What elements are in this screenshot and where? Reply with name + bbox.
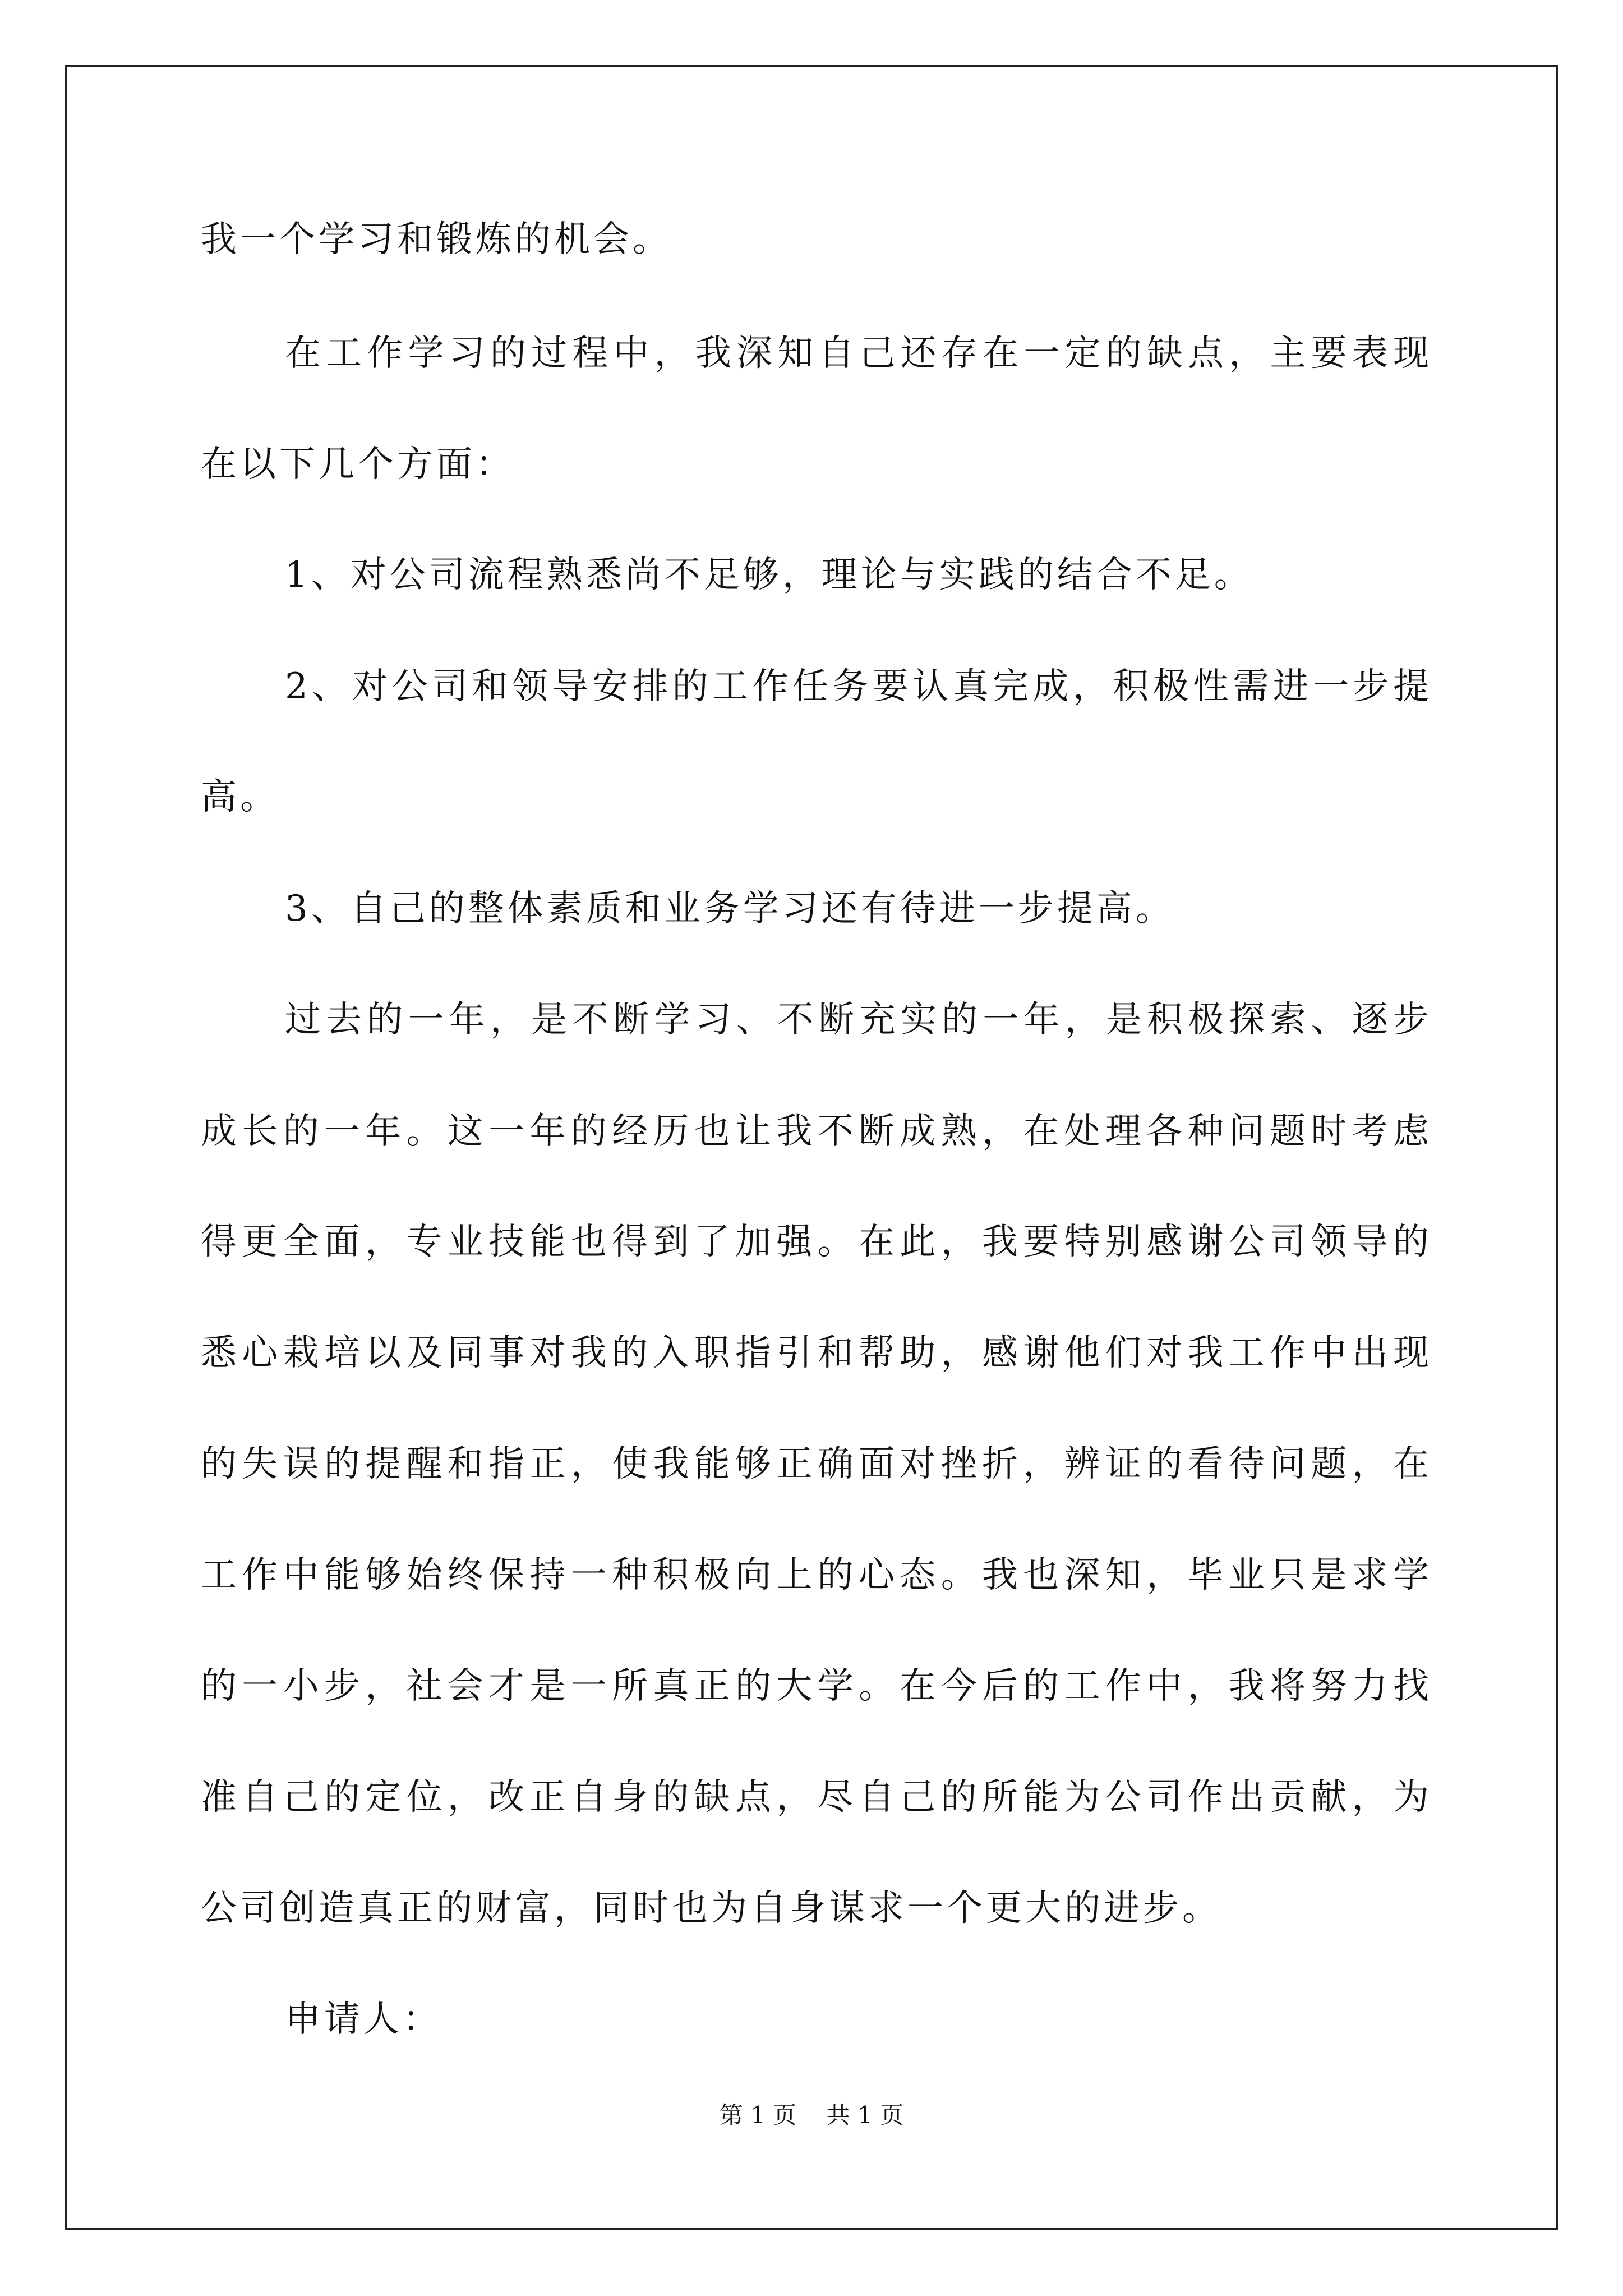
text-line: 成长的一年。这一年的经历也让我不断成熟，在处理各种问题时考虑 xyxy=(201,1111,1429,1152)
text-line: 申请人： xyxy=(285,1999,442,2040)
text-line: 的一小步，社会才是一所真正的大学。在今后的工作中，我将努力找 xyxy=(201,1665,1429,1707)
text-line: 公司创造真正的财富，同时也为自身谋求一个更大的进步。 xyxy=(201,1888,1221,1929)
text-line: 准自己的定位，改正自身的缺点，尽自己的所能为公司作出贡献，为 xyxy=(201,1777,1429,1818)
text-line: 工作中能够始终保持一种积极向上的心态。我也深知，毕业只是求学 xyxy=(201,1554,1429,1596)
text-line: 的失误的提醒和指正，使我能够正确面对挫折，辨证的看待问题，在 xyxy=(201,1443,1429,1485)
text-line: 2、对公司和领导安排的工作任务要认真完成，积极性需进一步提 xyxy=(285,666,1429,707)
page-number-footer: 第 1 页 共 1 页 xyxy=(719,2101,904,2129)
text-line: 得更全面，专业技能也得到了加强。在此，我要特别感谢公司领导的 xyxy=(201,1221,1429,1263)
text-line: 在工作学习的过程中，我深知自己还存在一定的缺点，主要表现 xyxy=(285,333,1429,374)
text-line: 3、自己的整体素质和业务学习还有待进一步提高。 xyxy=(285,888,1175,930)
text-line: 在以下几个方面： xyxy=(201,444,515,485)
text-line: 高。 xyxy=(201,776,279,818)
text-line: 悉心栽培以及同事对我的入职指引和帮助，感谢他们对我工作中出现 xyxy=(201,1332,1429,1374)
text-line: 过去的一年，是不断学习、不断充实的一年，是积极探索、逐步 xyxy=(285,999,1429,1041)
text-line: 1、对公司流程熟悉尚不足够，理论与实践的结合不足。 xyxy=(285,554,1253,596)
text-line: 我一个学习和锻炼的机会。 xyxy=(201,219,672,260)
